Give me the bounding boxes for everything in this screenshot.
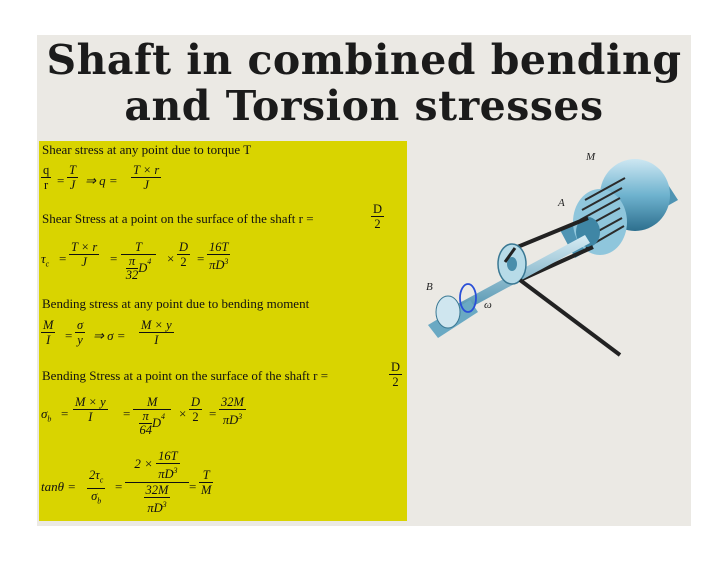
frac-32M-piD3: $\frac{32M}{\pi D^3}$: [221, 395, 244, 428]
implies-q: ⇒ q =: [85, 173, 118, 188]
frac-Mxy-I: $\frac{M \times y}{I}$: [141, 318, 172, 347]
tau-c: $\tau_c$: [41, 251, 50, 269]
label-omega: ω: [484, 299, 492, 311]
bending-heading: Bending stress at any point due to bending moment: [42, 296, 310, 311]
frac-q-r: $\frac{q}{r}$: [43, 163, 50, 192]
shaft-diagram-svg: [410, 140, 685, 365]
shear-heading: Shear stress at any point due to torque T: [42, 142, 252, 157]
frac-sigma-y: $\frac{\sigma}{y}$: [77, 318, 84, 347]
title-line-1: Shaft in combined bending: [46, 36, 682, 84]
frac-M-I: $\frac{M}{I}$: [43, 318, 54, 347]
frac-M-over-piD4-64: M $\frac{\pi}{64}$ $D^4$: [133, 395, 171, 437]
frac-Txr-J: $\frac{T \times r}{J}$: [71, 240, 98, 269]
frac-D-2: $\frac{D}{2}$: [179, 240, 189, 269]
label-A: A: [558, 197, 565, 209]
slide-title: [37, 37, 691, 129]
compound-fraction: 2 × $\frac{16T}{\pi D^3}$ $\frac{32M}{\pi D^3}$: [125, 449, 189, 516]
frac-T-M: $\frac{T}{M}$: [201, 468, 212, 497]
frac-Txr-J: $\frac{T \times r}{J}$: [133, 163, 160, 192]
frac-2tau-sigma: $\frac{2\tau_c}{\sigma_b}$: [89, 468, 104, 505]
shaft-illustration: [410, 140, 685, 365]
r-equals-D-over-2-bending: $\frac{D}{2}$: [391, 360, 401, 389]
frac-T-J: $\frac{T}{J}$: [69, 163, 76, 192]
frac-Mxy-I: $\frac{M \times y}{I}$: [75, 395, 106, 424]
frac-16T-piD3: $\frac{16T}{\pi D^3}$: [209, 240, 229, 273]
label-M: M: [586, 151, 596, 163]
label-B: B: [426, 281, 433, 293]
shear-surface-text: Shear Stress at a point on the surface of the shaft r =: [42, 211, 314, 226]
sigma-b: $\sigma_b$: [41, 406, 52, 424]
equals-sign: =: [57, 173, 65, 188]
frac-T-over-piD4-32: T $\frac{\pi}{32}$ $D^4$: [121, 240, 156, 282]
formula-panel: Shear stress at any point due to torque T $\frac{q}{r}$ = $\frac{T}{J}$ ⇒ q = $\frac{T \times r}{J}$ Shear Stress at a point on the surface of the shaft r = $\frac{D}{2}$ $\tau_c$ = $\frac{T \times r}{J}$ = T $\frac{\pi}{32}$ $D^4$ × $\frac{D}{2}$ = $\frac{16T}{\pi D^3}$ Bending stress at any point due to bending moment $\frac{M}{I}$ = $\frac{\sigma}{y}$ ⇒ σ = $\frac{M \times y}{I}$ Bending Stress at a point on the surface of the shaft r = $\frac{D}{2}$ $\sigma_b$ = $\frac{M \times y}{I}$ = M $\frac{\pi}{64}$ $D^4$ × $\frac{D}{2}$ = $\frac{32M}{\pi D^3}$ tanθ = $\frac{2\tau_c}{\sigma_b}$ = 2 × $\frac{16T}{\pi D^3}$ $\frac{32M}{\pi D^3}$ = $\frac{T}{M}$: [39, 141, 407, 521]
r-equals-D-over-2: $\frac{D}{2}$: [373, 202, 383, 231]
title-line-2: and Torsion stresses: [124, 82, 604, 130]
bending-surface-text: Bending Stress at a point on the surface of the shaft r =: [42, 368, 329, 383]
frac-D-2: $\frac{D}{2}$: [191, 395, 201, 424]
